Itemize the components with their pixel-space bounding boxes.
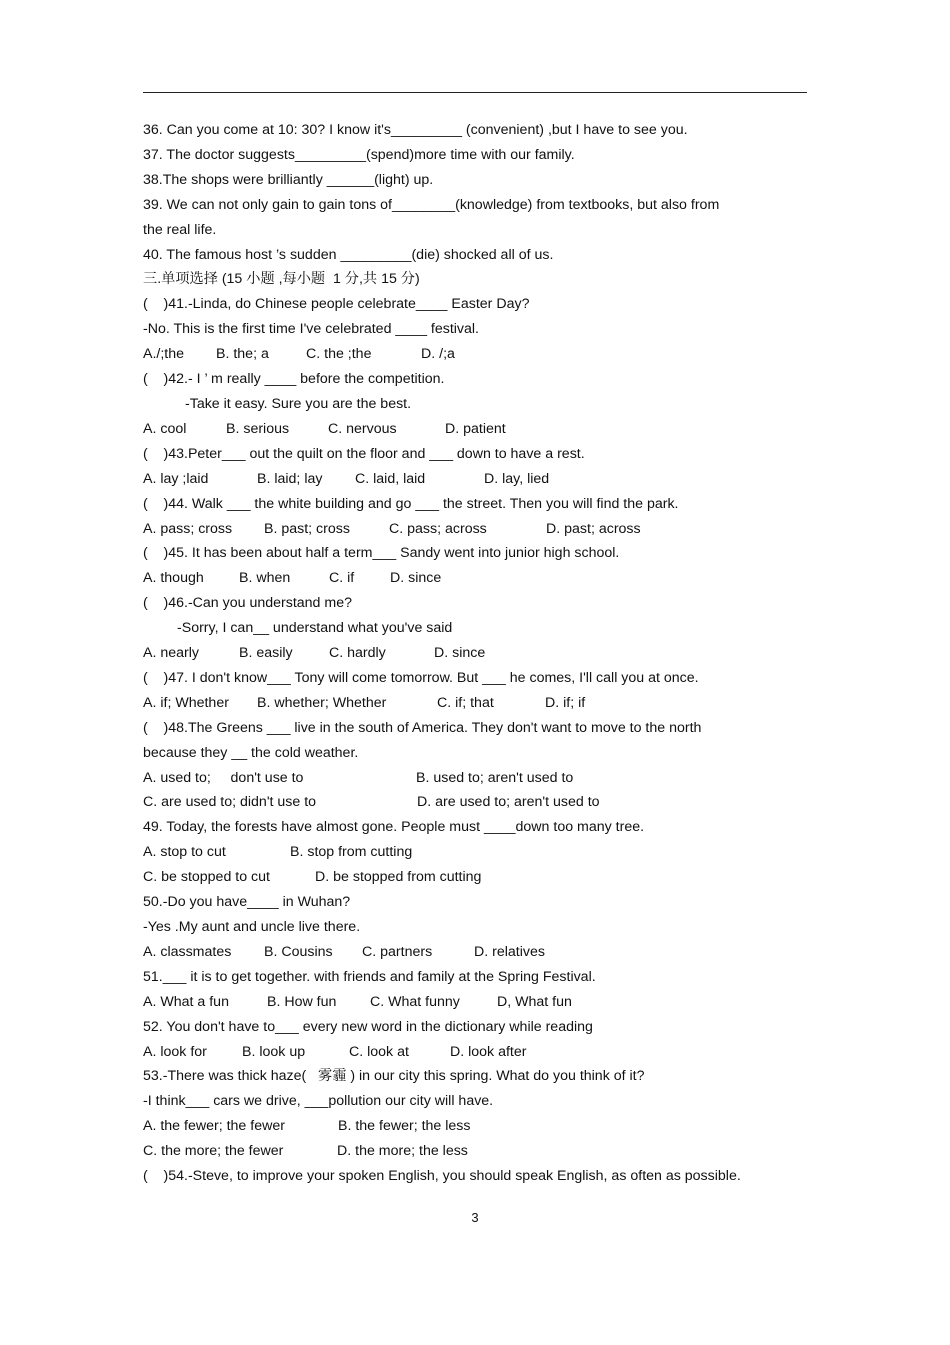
- question-48-options-ab: [143, 766, 783, 791]
- question-53-reply: -I think___ cars we drive, ___pollution our city will have.: [143, 1093, 494, 1110]
- option-c: C. if; that: [437, 694, 494, 711]
- option-b: B. How fun: [267, 993, 337, 1010]
- option-c: C. hardly: [329, 645, 386, 662]
- option-b: B. look up: [242, 1043, 306, 1060]
- question-42: ( )42.- I ’ m really ____ before the competition.: [143, 371, 445, 388]
- option-c: C. look at: [349, 1043, 409, 1060]
- option-a: A. What a fun: [143, 993, 229, 1010]
- option-b: B. whether; Whether: [257, 694, 387, 711]
- option-d: D. if; if: [545, 694, 586, 711]
- option-a: A. the fewer; the fewer: [143, 1118, 285, 1135]
- option-b: B. easily: [239, 645, 293, 662]
- question-43-options: [143, 467, 783, 492]
- option-d: D. /;a: [421, 346, 455, 363]
- section-title: 三.单项选择 (15 小题 ,每小题 1 分,共 15 分): [143, 271, 420, 288]
- option-d: D. relatives: [474, 943, 545, 960]
- option-a: A. though: [143, 570, 204, 587]
- question-48: ( )48.The Greens ___ live in the south of America. They don't want to move to the north: [143, 719, 702, 736]
- question-52: 52. You don't have to___ every new word in the dictionary while reading: [143, 1018, 593, 1035]
- option-c: C. be stopped to cut: [143, 869, 270, 886]
- question-50-options: [143, 940, 783, 965]
- option-d: D. lay, lied: [484, 470, 550, 487]
- option-d: D. be stopped from cutting: [315, 869, 482, 886]
- option-c: C. the ;the: [306, 346, 372, 363]
- question-42-reply: -Take it easy. Sure you are the best.: [185, 395, 412, 412]
- option-c: C. pass; across: [389, 520, 487, 537]
- question-43: ( )43.Peter___ out the quilt on the floor and ___ down to have a rest.: [143, 445, 585, 462]
- question-42-options: [143, 417, 783, 442]
- option-a: A./;the: [143, 346, 185, 363]
- option-b: B. when: [239, 570, 291, 587]
- question-36: 36. Can you come at 10: 30? I know it's_________ (convenient) ,but I have to see you.: [143, 122, 688, 138]
- question-45: ( )45. It has been about half a term___ Sandy went into junior high school.: [143, 545, 620, 562]
- question-39-continued: the real life.: [143, 221, 217, 238]
- option-a: A. pass; cross: [143, 520, 233, 537]
- question-48-continued: because they __ the cold weather.: [143, 744, 359, 761]
- option-c: C. if: [329, 570, 355, 587]
- exam-content: [143, 118, 783, 1189]
- question-40: 40. The famous host ’s sudden _________(die) shocked all of us.: [143, 246, 554, 263]
- option-a: A. used to; don't use to: [143, 769, 304, 786]
- option-a: A. nearly: [143, 645, 199, 662]
- option-b: B. serious: [226, 420, 290, 437]
- option-d: D, What fun: [497, 993, 572, 1010]
- option-d: D. look after: [450, 1043, 527, 1060]
- option-a: A. look for: [143, 1043, 207, 1060]
- option-c: C. What funny: [370, 993, 460, 1010]
- question-53: 53.-There was thick haze( 雾霾 ) in our city this spring. What do you think of it?: [143, 1068, 645, 1085]
- option-a: A. stop to cut: [143, 844, 226, 861]
- question-50-reply: -Yes .My aunt and uncle live there.: [143, 919, 361, 935]
- option-a: A. cool: [143, 420, 187, 437]
- question-48-options-cd: [143, 790, 783, 815]
- question-41-options: [143, 342, 783, 367]
- question-47-options: [143, 691, 783, 716]
- option-b: B. Cousins: [264, 943, 333, 960]
- question-51-options: [143, 990, 783, 1015]
- option-b: B. stop from cutting: [290, 844, 413, 861]
- option-d: D. past; across: [546, 520, 641, 537]
- option-d: D. patient: [445, 420, 506, 437]
- question-45-options: [143, 566, 783, 591]
- option-a: A. lay ;laid: [143, 470, 209, 487]
- question-53-options-cd: [143, 1139, 783, 1164]
- option-d: D. since: [390, 570, 442, 587]
- question-49-options-cd: [143, 865, 783, 890]
- option-c: C. laid, laid: [355, 470, 426, 487]
- question-41: ( )41.-Linda, do Chinese people celebrate____ Easter Day?: [143, 296, 530, 313]
- option-c: C. nervous: [328, 420, 397, 437]
- question-50: 50.-Do you have____ in Wuhan?: [143, 894, 351, 911]
- option-d: D. are used to; aren't used to: [417, 794, 600, 811]
- option-c: C. are used to; didn't use to: [143, 794, 317, 811]
- question-47: ( )47. I don't know___ Tony will come tomorrow. But ___ he comes, I'll call you at once.: [143, 669, 699, 686]
- header-rule: [143, 92, 807, 93]
- option-b: B. used to; aren't used to: [416, 769, 574, 786]
- question-51: 51.___ it is to get together. with friends and family at the Spring Festival.: [143, 968, 596, 985]
- option-b: B. past; cross: [264, 520, 350, 537]
- question-54: ( )54.-Steve, to improve your spoken English, you should speak English, as often as possible.: [143, 1168, 741, 1185]
- question-38: 38.The shops were brilliantly ______(light) up.: [143, 171, 434, 188]
- question-53-options-ab: [143, 1114, 783, 1139]
- option-b: B. the fewer; the less: [338, 1118, 471, 1135]
- option-b: B. the; a: [216, 346, 269, 363]
- question-37: 37. The doctor suggests_________(spend)more time with our family.: [143, 146, 575, 163]
- option-a: A. if; Whether: [143, 694, 229, 711]
- option-b: B. laid; lay: [257, 470, 323, 487]
- question-44-options: [143, 517, 783, 542]
- option-d: D. the more; the less: [337, 1143, 468, 1160]
- question-46: ( )46.-Can you understand me?: [143, 595, 352, 612]
- question-49-options-ab: [143, 840, 783, 865]
- question-49: 49. Today, the forests have almost gone. People must ____down too many tree.: [143, 819, 645, 836]
- question-44: ( )44. Walk ___ the white building and go ___ the street. Then you will find the park.: [143, 495, 679, 512]
- question-52-options: [143, 1040, 783, 1065]
- page-number: 3: [471, 1210, 479, 1225]
- question-46-options: [143, 641, 783, 666]
- option-c: C. the more; the fewer: [143, 1143, 284, 1160]
- option-d: D. since: [434, 645, 486, 662]
- option-c: C. partners: [362, 943, 433, 960]
- option-a: A. classmates: [143, 943, 232, 960]
- question-39: 39. We can not only gain to gain tons of________(knowledge) from textbooks, but also from: [143, 196, 720, 213]
- question-41-reply: -No. This is the first time I've celebrated ____ festival.: [143, 321, 479, 338]
- question-46-reply: -Sorry, I can__ understand what you've said: [177, 620, 453, 637]
